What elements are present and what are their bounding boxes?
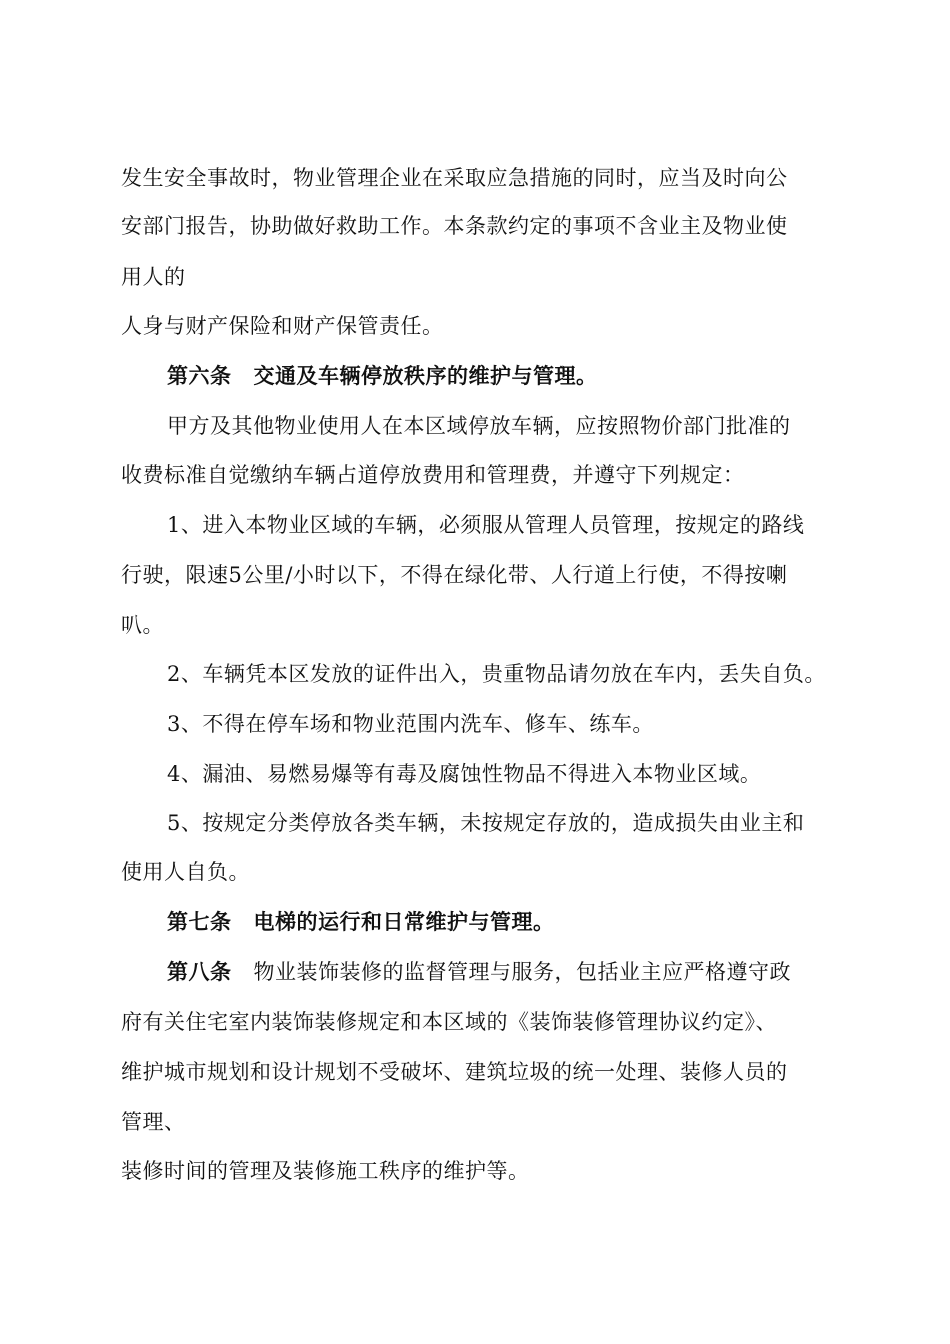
paragraph-line: 叭。 bbox=[121, 613, 164, 637]
article-8-label: 第八条 bbox=[167, 959, 232, 984]
paragraph-line: 发生安全事故时，物业管理企业在采取应急措施的同时，应当及时向公 bbox=[121, 166, 788, 190]
paragraph-line: 用人的 bbox=[121, 265, 186, 289]
article-6-title: 交通及车辆停放秩序的维护与管理。 bbox=[253, 363, 598, 388]
article-8-first-line bbox=[167, 958, 791, 986]
list-item-4: 4、漏油、易燃易爆等有毒及腐蚀性物品不得进入本物业区域。 bbox=[167, 762, 762, 786]
list-item-1: 1、进入本物业区域的车辆，必须服从管理人员管理，按规定的路线 bbox=[167, 513, 805, 537]
list-item-2: 2、车辆凭本区发放的证件出入，贵重物品请勿放在车内，丢失自负。 bbox=[167, 662, 826, 686]
paragraph-line: 装修时间的管理及装修施工秩序的维护等。 bbox=[121, 1159, 530, 1183]
article-7-label: 第七条 bbox=[167, 909, 232, 934]
paragraph-line: 甲方及其他物业使用人在本区域停放车辆，应按照物价部门批准的 bbox=[167, 414, 791, 438]
paragraph-line: 行驶，限速5公里/小时以下，不得在绿化带、人行道上行使，不得按喇 bbox=[121, 563, 788, 587]
paragraph-line: 管理、 bbox=[121, 1110, 186, 1134]
list-item-5: 5、按规定分类停放各类车辆，未按规定存放的，造成损失由业主和 bbox=[167, 811, 805, 835]
paragraph-line: 安部门报告，协助做好救助工作。本条款约定的事项不含业主及物业使 bbox=[121, 214, 788, 238]
paragraph-line: 人身与财产保险和财产保管责任。 bbox=[121, 314, 444, 338]
paragraph-line: 维护城市规划和设计规划不受破坏、建筑垃圾的统一处理、装修人员的 bbox=[121, 1060, 788, 1084]
article-7-title: 电梯的运行和日常维护与管理。 bbox=[253, 909, 555, 934]
article-7-heading bbox=[167, 908, 555, 936]
article-6-label: 第六条 bbox=[167, 363, 232, 388]
paragraph-line: 收费标准自觉缴纳车辆占道停放费用和管理费，并遵守下列规定： bbox=[121, 463, 745, 487]
paragraph-line: 府有关住宅室内装饰装修规定和本区域的《装饰装修管理协议约定》、 bbox=[121, 1010, 777, 1034]
article-8-text: 物业装饰装修的监督管理与服务，包括业主应严格遵守政 bbox=[253, 960, 791, 984]
article-6-heading bbox=[167, 362, 598, 390]
list-item-3: 3、不得在停车场和物业范围内洗车、修车、练车。 bbox=[167, 712, 654, 736]
paragraph-line: 使用人自负。 bbox=[121, 860, 250, 884]
